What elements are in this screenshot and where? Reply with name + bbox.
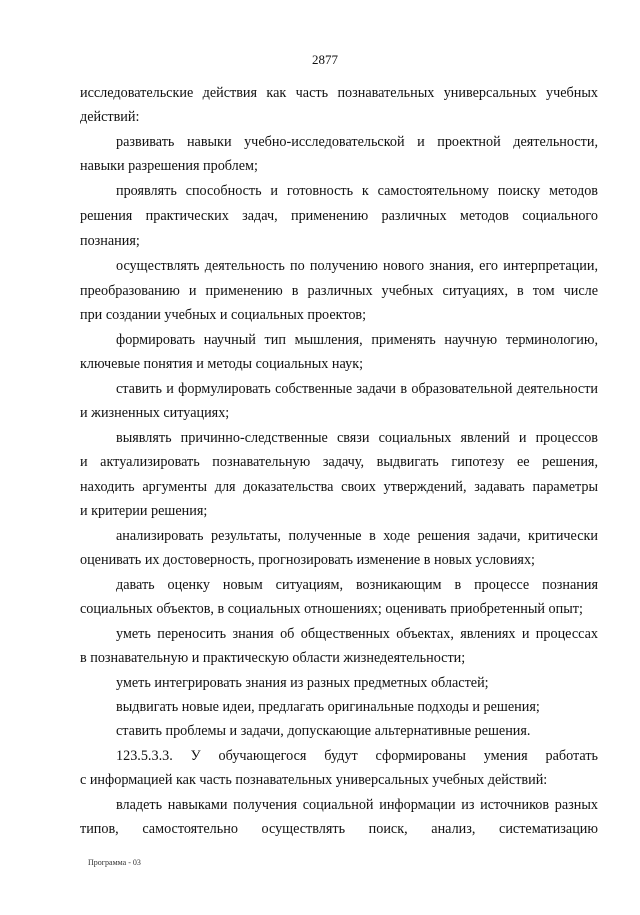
text-line: познания; <box>80 233 140 249</box>
text-line: исследовательские действия как часть познавательных универсальных учебных <box>80 85 598 101</box>
text-line: ставить и формулировать собственные задачи в образовательной деятельности <box>116 381 598 397</box>
text-line: формировать научный тип мышления, применять научную терминологию, <box>116 332 598 348</box>
text-line: преобразованию и применению в различных учебных ситуациях, в том числе <box>80 283 598 299</box>
text-line: уметь интегрировать знания из разных предметных областей; <box>116 675 489 691</box>
text-line: решения практических задач, применению различных методов социального <box>80 208 598 224</box>
section-heading-line: 123.5.3.3. У обучающегося будут сформированы умения работать <box>116 748 598 764</box>
text-line: давать оценку новым ситуациям, возникающим в процессе познания <box>116 577 598 593</box>
text-line: типов, самостоятельно осуществлять поиск, анализ, систематизацию <box>80 821 598 837</box>
text-line: осуществлять деятельность по получению нового знания, его интерпретации, <box>116 258 598 274</box>
text-line: уметь переносить знания об общественных объектах, явлениях и процессах <box>116 626 598 642</box>
text-line: и жизненных ситуациях; <box>80 405 230 421</box>
text-line: навыки разрешения проблем; <box>80 158 258 174</box>
text-line: при создании учебных и социальных проектов; <box>80 307 367 323</box>
text-line: социальных объектов, в социальных отношениях; оценивать приобретенный опыт; <box>80 601 583 617</box>
text-line: находить аргументы для доказательства своих утверждений, задавать параметры <box>80 479 598 495</box>
text-line: развивать навыки учебно-исследовательской и проектной деятельности, <box>116 134 598 150</box>
footer-label: Программа - 03 <box>88 858 141 867</box>
page-number: 2877 <box>312 52 338 67</box>
text-line: анализировать результаты, полученные в ходе решения задачи, критически <box>116 528 598 544</box>
text-line: ставить проблемы и задачи, допускающие альтернативные решения. <box>116 723 531 739</box>
text-line: проявлять способность и готовность к самостоятельному поиску методов <box>116 183 598 199</box>
text-line: выдвигать новые идеи, предлагать оригинальные подходы и решения; <box>116 699 540 715</box>
text-line: оценивать их достоверность, прогнозировать изменение в новых условиях; <box>80 552 535 568</box>
text-line: выявлять причинно-следственные связи социальных явлений и процессов <box>116 430 598 446</box>
text-line: действий: <box>80 109 140 125</box>
text-line: владеть навыками получения социальной информации из источников разных <box>116 797 598 813</box>
text-line: в познавательную и практическую области жизнедеятельности; <box>80 650 466 666</box>
text-line: ключевые понятия и методы социальных наук; <box>80 356 364 372</box>
text-line: и актуализировать познавательную задачу, выдвигать гипотезу ее решения, <box>80 454 598 470</box>
text-line: и критерии решения; <box>80 503 208 519</box>
text-line: с информацией как часть познавательных универсальных учебных действий: <box>80 772 548 788</box>
